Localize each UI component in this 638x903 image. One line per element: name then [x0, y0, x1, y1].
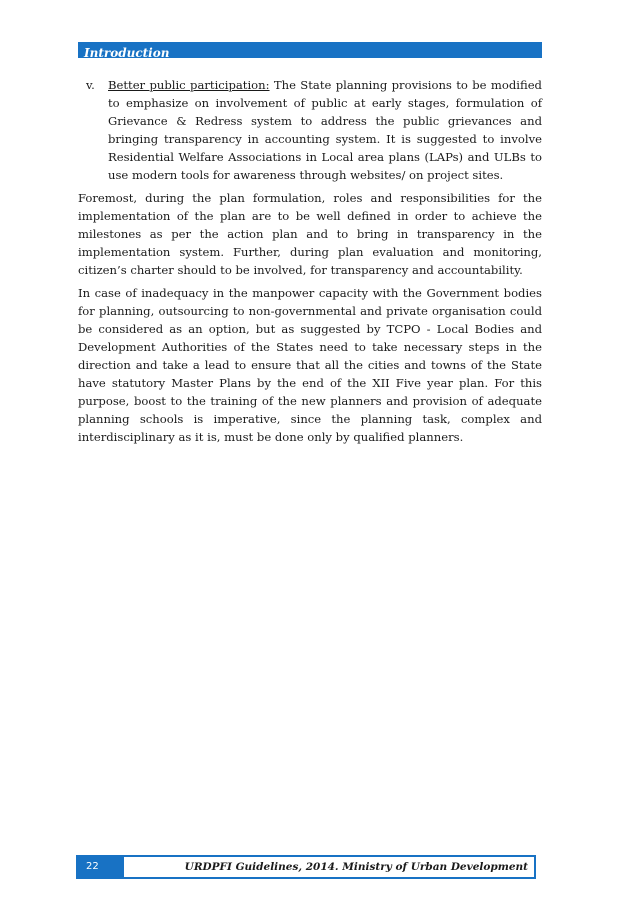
paragraph-manpower: In case of inadequacy in the manpower capacity with the Government bodies for planning, outsourcing to non-governmental and private organisation could be considered as an option, but as suggested by TCPO - Local Bodies and Development Authorities of the States need to take necessary steps in the direction and take a lead to ensure that all the cities and towns of the State have statutory Master Plans by the end of the XII Five year plan. For this purpose, boost to the training of the new planners and provision of adequate planning schools is imperative, since the planning task, complex and interdisciplinary as it is, must be done only by qualified planners. — [78, 286, 542, 444]
page-footer — [76, 855, 536, 879]
document-body — [78, 76, 542, 451]
list-marker: v. — [86, 78, 95, 92]
section-header-bar — [78, 42, 542, 58]
list-item-text: The State planning provisions to be modified to emphasize on involvement of public at early stages, formulation of Grievance & Redress system to address the public grievances and bringing transparency in accounting system. It is suggested to involve Residential Welfare Associations in Local area plans (LAPs) and ULBs to use modern tools for awareness through websites/ on project sites. — [108, 78, 542, 182]
section-title: Introduction — [84, 46, 170, 60]
list-item — [78, 76, 542, 184]
page-number: 22 — [78, 857, 124, 877]
paragraph-roles: Foremost, during the plan formulation, roles and responsibilities for the implementation of the plan are to be well defined in order to achieve the milestones as per the action plan and to bring in transparency in the implementation system. Further, during plan evaluation and monitoring, citizen’s charter should to be involved, for transparency and accountability. — [78, 191, 542, 277]
footer-citation: URDPFI Guidelines, 2014. Ministry of Urban Development — [184, 861, 528, 873]
list-item-heading: Better public participation: — [108, 78, 270, 92]
